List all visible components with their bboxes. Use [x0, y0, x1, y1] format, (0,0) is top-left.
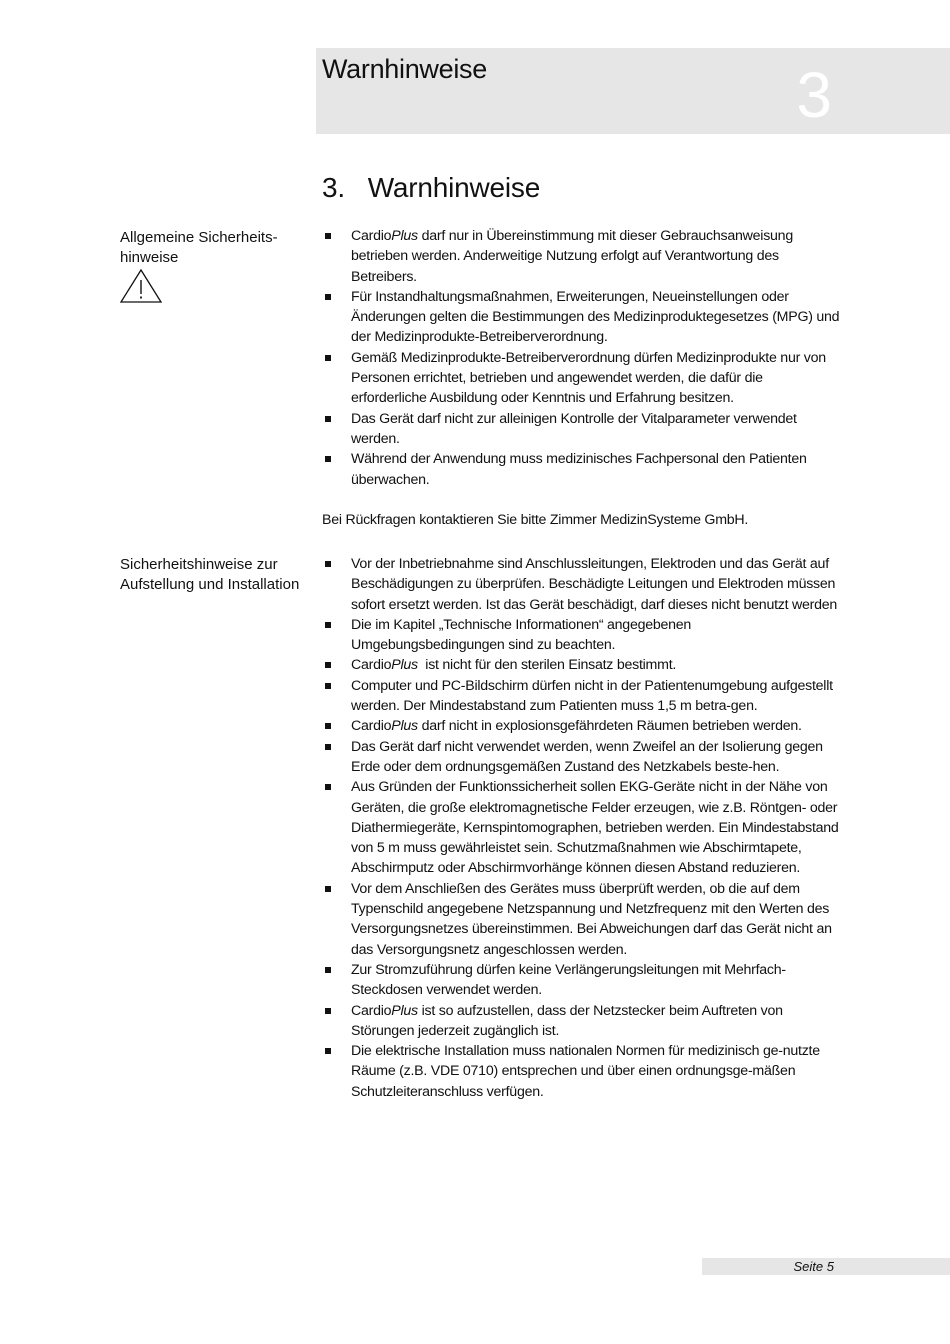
bullet-icon: [325, 622, 331, 628]
list-item-text: Computer und PC-Bildschirm dürfen nicht in der Patientenumgebung aufgestellt werden. Der Mindestabstand zum Patienten muss 1,5 m betra-gen.: [351, 677, 837, 715]
bullet-icon: [325, 886, 331, 892]
product-name-emphasis: Plus: [391, 718, 418, 735]
product-name-prefix: Cardio: [351, 1002, 392, 1019]
installation-safety-label-line1: Sicherheitshinweise zur: [120, 556, 278, 573]
warning-triangle-icon: [119, 268, 163, 304]
page-number: Seite 5: [793, 1259, 834, 1274]
list-item-text: ist nicht für den sterilen Einsatz bestimmt.: [417, 657, 677, 674]
general-safety-label-line2: hinweise: [120, 249, 179, 266]
product-name-emphasis: Plus: [391, 657, 418, 674]
installation-safety-label: [120, 555, 320, 595]
contact-note: Bei Rückfragen kontaktieren Sie bitte Zimmer MedizinSysteme GmbH.: [322, 512, 749, 528]
bullet-icon: [325, 723, 331, 729]
bullet-icon: [325, 662, 331, 668]
product-name-emphasis: Plus: [391, 1002, 418, 1019]
list-item: [322, 615, 842, 656]
list-item-text: Gemäß Medizinprodukte-Betreiberverordnung dürfen Medizinprodukte nur von Personen errichtet, betrieben und angewendet werden, die dafür die erforderliche Ausbildung oder Kenntnis und Erfahrung besitzen.: [351, 349, 830, 407]
product-name-prefix: Cardio: [351, 718, 392, 735]
list-item: [322, 449, 842, 490]
list-item-text: Die im Kapitel „Technische Informationen“ angegebenen Umgebungsbedingungen sind zu beachten.: [351, 616, 695, 654]
list-item-text: Das Gerät darf nicht verwendet werden, wenn Zweifel an der Isolierung gegen Erde oder dem ordnungsgemäßen Zustand des Netzkabels beste-hen.: [351, 738, 827, 775]
list-item-text: Aus Gründen der Funktionssicherheit sollen EKG-Geräte nicht in der Nähe von Geräten, die große elektromagnetische Felder erzeugen, wie z.B. Röntgen- oder Diathermiegeräte, Kernspintomographen, betrieben werden. Ein Mindestabstand von 5 m muss gewährleistet sein. Schutzmaßnahmen wie Abschirmtapete, Abschirmputz oder Abschirmvorhänge können diesen Abstand reduzieren.: [351, 779, 843, 877]
list-item-text: Die elektrische Installation muss nationalen Normen für medizinisch ge-nutzte Räume (z.B. VDE 0710) entsprechen und über einen ordnungsge-mäßen Schutzleiteranschluss verfügen.: [351, 1043, 824, 1100]
product-name-prefix: Cardio: [351, 657, 392, 674]
list-item: [322, 676, 842, 717]
list-item-text: Vor dem Anschließen des Gerätes muss überprüft werden, ob die auf dem Typenschild angegebene Netzspannung und Netzfrequenz mit den Werten des Versorgungsnetzes übereinstimmen. Bei Abweichungen darf das Gerät nicht an das Versorgungsnetz angeschlossen werden.: [351, 880, 836, 958]
chapter-number: 3: [796, 59, 832, 131]
list-item-text: darf nur in Übereinstimmung mit dieser Gebrauchsanweisung betrieben werden. Anderweitige Nutzung erfolgt auf Verantwortung des Betreibers.: [351, 228, 797, 285]
list-item: [322, 554, 842, 615]
page-footer: [702, 1258, 950, 1275]
list-item: [322, 737, 842, 778]
list-item: [322, 960, 842, 1001]
chapter-header: [316, 48, 950, 134]
section-heading: 3. Warnhinweise: [322, 172, 541, 203]
list-item: [322, 777, 842, 878]
bullet-icon: [325, 1008, 331, 1014]
bullet-icon: [325, 294, 331, 300]
list-item: [322, 716, 842, 736]
general-safety-label-line1: Allgemeine Sicherheits-: [120, 229, 278, 246]
list-item: [322, 1041, 842, 1102]
list-item: [322, 287, 842, 348]
bullet-icon: [325, 683, 331, 689]
list-item-text: Zur Stromzuführung dürfen keine Verlängerungsleitungen mit Mehrfach-Steckdosen verwendet werden.: [351, 961, 786, 999]
list-item: [322, 409, 842, 450]
list-item: [322, 1001, 842, 1042]
general-safety-list: [322, 226, 842, 490]
general-safety-label: [120, 228, 320, 268]
list-item-text: Für Instandhaltungsmaßnahmen, Erweiterungen, Neueinstellungen oder Änderungen gelten die Bestimmungen des Medizinproduktegesetzes (MPG) und der Medizinprodukte-Betreiberverordnung.: [351, 288, 844, 346]
bullet-icon: [325, 967, 331, 973]
list-item-text: ist so aufzustellen, dass der Netzstecker beim Auftreten von Störungen jederzeit zugänglich ist.: [351, 1002, 787, 1039]
product-name-prefix: Cardio: [351, 228, 392, 244]
list-item-text: darf nicht in explosionsgefährdeten Räumen betrieben werden.: [417, 718, 802, 735]
bullet-icon: [325, 416, 331, 422]
list-item-text: Während der Anwendung muss medizinisches Fachpersonal den Patienten überwachen.: [351, 451, 811, 488]
installation-safety-label-line2: Aufstellung und Installation: [120, 576, 300, 593]
list-item: [322, 348, 842, 409]
bullet-icon: [325, 784, 331, 790]
list-item-text: Vor der Inbetriebnahme sind Anschlussleitungen, Elektroden und das Gerät auf Beschädigungen zu überprüfen. Beschädigte Leitungen und Elektroden müssen sofort ersetzt werden. Ist das Gerät beschädigt, darf dieses nicht benutzt werden: [351, 556, 839, 613]
bullet-icon: [325, 1048, 331, 1054]
list-item: [322, 655, 842, 675]
chapter-title: Warnhinweise: [322, 54, 487, 84]
bullet-icon: [325, 561, 331, 567]
list-item: [322, 226, 842, 287]
list-item-text: Das Gerät darf nicht zur alleinigen Kontrolle der Vitalparameter verwendet werden.: [351, 410, 801, 447]
bullet-icon: [325, 355, 331, 361]
list-item: [322, 879, 842, 960]
installation-safety-list: [322, 554, 842, 1102]
bullet-icon: [325, 744, 331, 750]
bullet-icon: [325, 456, 331, 462]
product-name-emphasis: Plus: [391, 228, 418, 244]
bullet-icon: [325, 233, 331, 239]
